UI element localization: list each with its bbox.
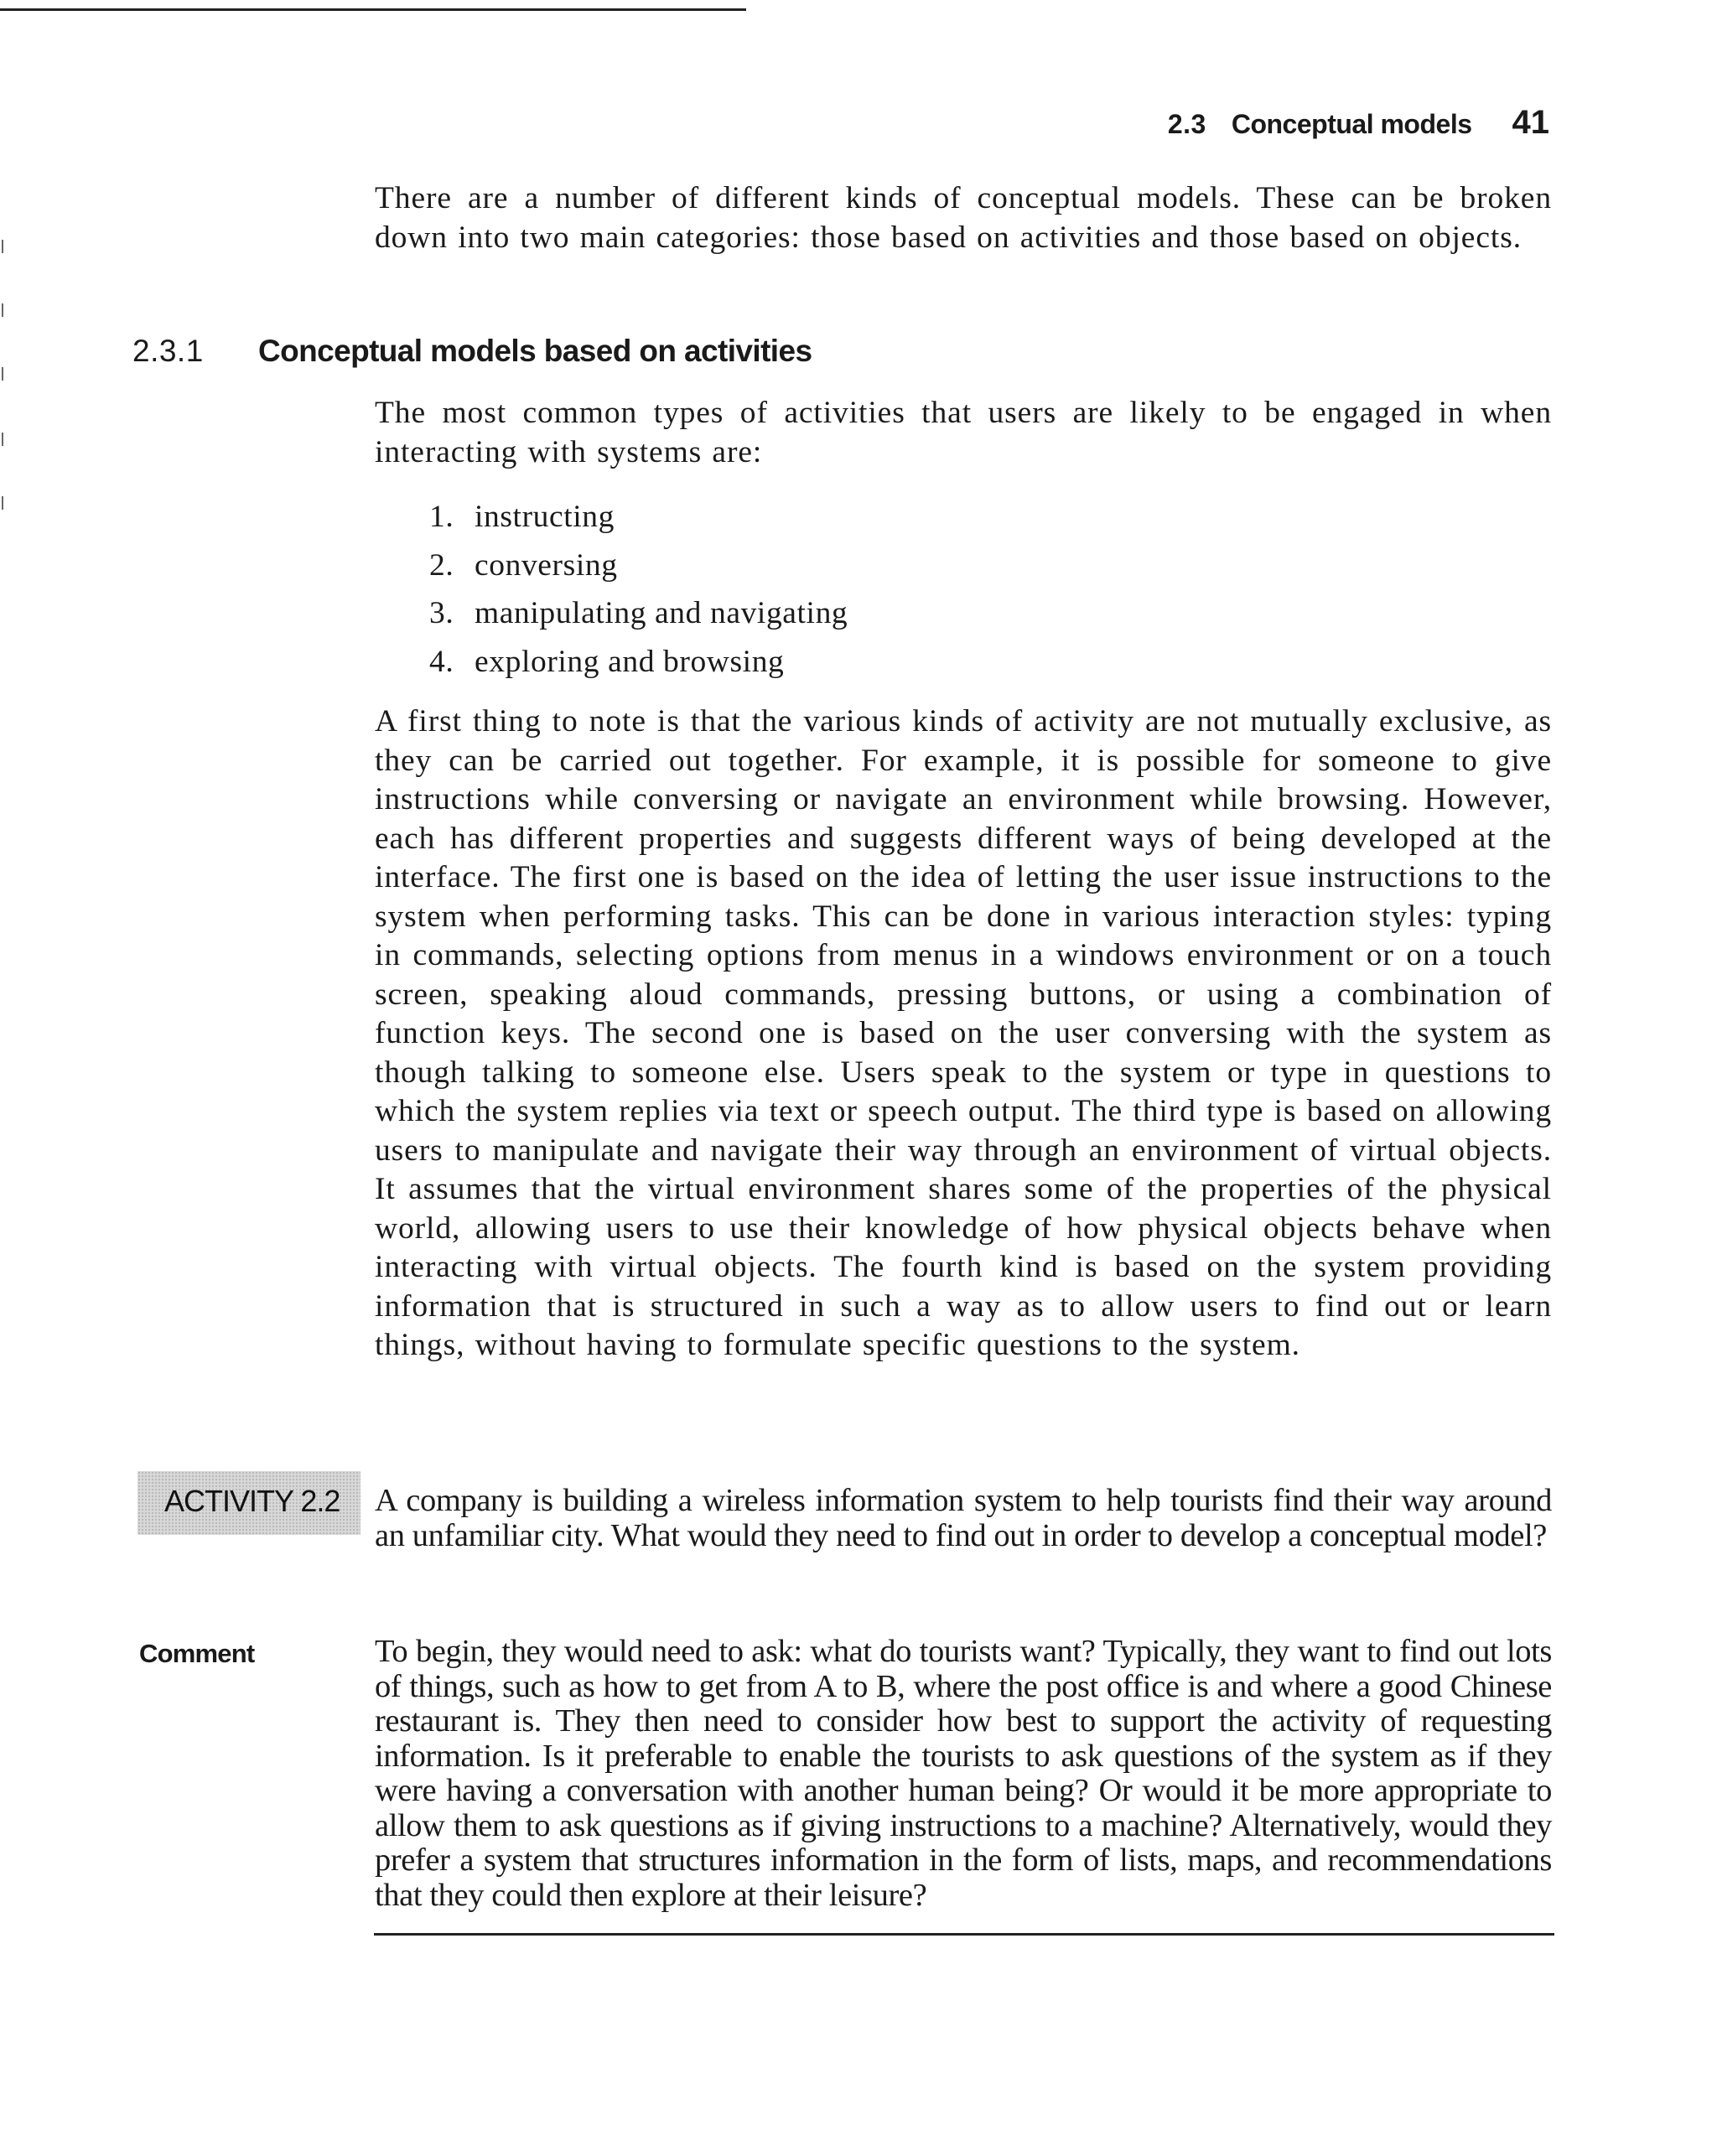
running-head xyxy=(1168,104,1549,142)
list-text: instructing xyxy=(475,500,615,534)
margin-mark xyxy=(2,367,3,381)
list-number: 4. xyxy=(429,644,454,679)
margin-mark xyxy=(2,240,3,253)
comment-text: To begin, they would need to ask: what do tourists want? Typically, they want to find out lots of things, such as how to get from A to B, where the post office is and where a good Chinese restaurant is. They then need to consider how best to support the activity of requesting information. Is it preferable to enable the tourists to ask questions of the system as if they were having a conversation with another human being? Or would it be more appropriate to allow them to ask questions as if giving instructions to a machine? Alternatively, would they prefer a system that structures information in the form of lists, maps, and recommendations that they could then explore at their leisure? xyxy=(375,1634,1552,1913)
margin-mark xyxy=(2,496,3,510)
intro-paragraph: There are a number of different kinds of conceptual models. These can be broken down into two main categories: those based on activities and those based on objects. xyxy=(375,181,1552,255)
top-rule xyxy=(0,8,746,11)
list-item xyxy=(429,589,848,638)
list-text: conversing xyxy=(475,547,618,583)
main-paragraph: A first thing to note is that the various kinds of activity are not mutually exclusive, as they can be carried out together. For example, it is possible for someone to give instructions while conversing or navigate an environment while browsing. However, each has different properties and suggests different ways of being developed at the interface. The first one is based on the idea of letting the user issue instructions to the system when performing tasks. This can be done in various interaction styles: typing in commands, selecting options from menus in a windows environment or on a touch screen, speaking aloud commands, pressing buttons, or using a combination of function keys. The second one is based on the user conversing with the system as though talking to someone else. Users speak to the system or type in questions to which the system replies via text or speech output. The third type is based on allowing users to manipulate and navigate their way through an environment of virtual objects. It assumes that the virtual environment shares some of the properties of the physical world, allowing users to use their knowledge of how physical objects behave when interacting with virtual objects. The fourth kind is based on the system providing information that is structured in such a way as to allow users to find out or learn things, without having to formulate specific questions to the system. xyxy=(375,704,1552,1362)
running-head-title: Conceptual models xyxy=(1231,109,1472,139)
list-number: 2. xyxy=(429,547,454,583)
running-head-section: 2.3 xyxy=(1167,109,1206,139)
margin-mark xyxy=(2,303,3,317)
list-number: 1. xyxy=(429,500,454,534)
list-item xyxy=(429,493,848,542)
activity-text: A company is building a wireless information system to help tourists find their way around an unfamiliar city. What would they need to find out in order to develop a conceptual model? xyxy=(375,1483,1552,1553)
list-item xyxy=(429,542,848,590)
margin-mark xyxy=(2,433,3,446)
activity-label: ACTIVITY 2.2 xyxy=(164,1484,340,1518)
comment-label: Comment xyxy=(139,1639,255,1668)
activity-list xyxy=(429,493,848,686)
lead-paragraph: The most common types of activities that users are likely to be engaged in when interacting with systems are: xyxy=(375,396,1552,469)
page-number: 41 xyxy=(1512,104,1549,141)
list-text: exploring and browsing xyxy=(475,644,785,679)
list-text: manipulating and navigating xyxy=(475,596,848,630)
bottom-rule xyxy=(374,1933,1554,1936)
section-number: 2.3.1 xyxy=(132,334,204,368)
list-number: 3. xyxy=(429,596,454,630)
section-title: Conceptual models based on activities xyxy=(258,334,812,368)
list-item xyxy=(429,638,848,687)
section-heading xyxy=(132,334,812,369)
